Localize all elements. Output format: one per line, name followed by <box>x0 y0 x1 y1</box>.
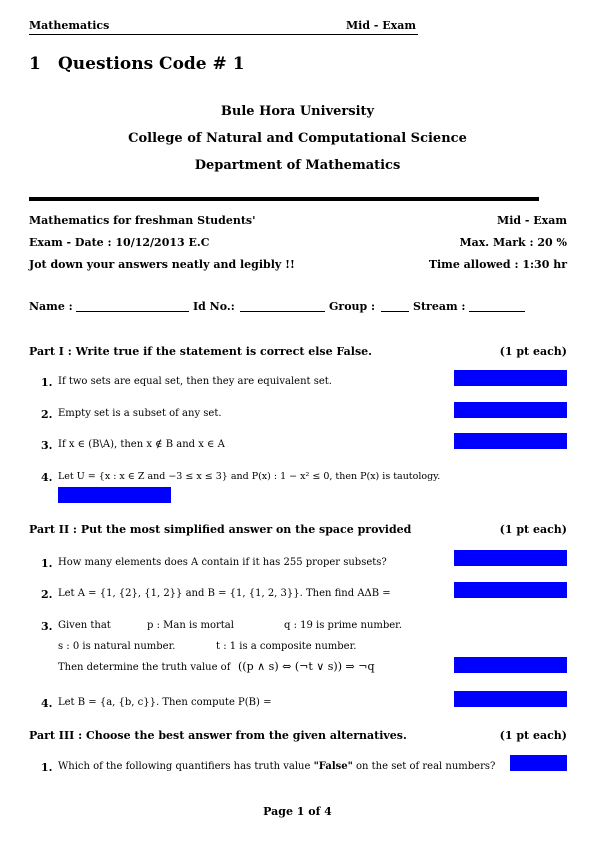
part1-points: (1 pt each) <box>499 345 567 358</box>
answer-box-p1-q3[interactable] <box>454 433 567 449</box>
part2-q3-q: q : 19 is prime number. <box>284 620 403 631</box>
answer-box-p1-q1[interactable] <box>454 370 567 386</box>
part3-q1-bold: "False" <box>313 761 353 772</box>
part3-points: (1 pt each) <box>499 729 567 742</box>
part3-q1-post: on the set of real numbers? <box>352 761 496 772</box>
question-number: 4. <box>41 697 53 710</box>
question-number: 2. <box>41 408 53 421</box>
header-rule <box>29 34 418 35</box>
name-field[interactable] <box>76 311 189 312</box>
part3-title: Part III : Choose the best answer from the given alternatives. <box>29 729 407 742</box>
part3-q1-pre: Which of the following quantifiers has truth value <box>58 761 314 772</box>
part1-q1: If two sets are equal set, then they are equivalent set. <box>58 376 332 387</box>
part2-q3-p: p : Man is mortal <box>147 620 234 631</box>
answer-box-p2-q4[interactable] <box>454 691 567 707</box>
group-field[interactable] <box>381 311 409 312</box>
question-number: 3. <box>41 439 53 452</box>
question-number: 3. <box>41 620 53 633</box>
section-number: 1 <box>29 54 41 74</box>
part2-q2: Let A = {1, {2}, {1, 2}} and B = {1, {1, 2, 3}}. Then find AΔB = <box>58 588 391 599</box>
part2-points: (1 pt each) <box>499 523 567 536</box>
question-number: 4. <box>41 471 53 484</box>
max-mark: Max. Mark : 20 % <box>459 236 567 249</box>
time-allowed: Time allowed : 1:30 hr <box>428 258 567 271</box>
group-label: Group : <box>329 300 376 313</box>
part1-q2: Empty set is a subset of any set. <box>58 408 222 419</box>
part2-title: Part II : Put the most simplified answer on the space provided <box>29 523 412 536</box>
course-name: Mathematics for freshman Students' <box>29 214 256 227</box>
part2-q3-then: Then determine the truth value of <box>58 662 231 673</box>
part1-q4: Let U = {x : x ∈ Z and −3 ≤ x ≤ 3} and P(x) : 1 − x² ≤ 0, then P(x) is tautology. <box>58 471 441 482</box>
exam-date: Exam - Date : 10/12/2013 E.C <box>29 236 210 249</box>
exam-type: Mid - Exam <box>497 214 567 227</box>
question-number: 1. <box>41 557 53 570</box>
thick-rule <box>29 197 539 201</box>
university-name: Bule Hora University <box>220 104 375 119</box>
college-name: College of Natural and Computational Science <box>128 131 467 146</box>
answer-box-p2-q2[interactable] <box>454 582 567 598</box>
header-right: Mid - Exam <box>346 19 416 32</box>
part2-q3-given: Given that <box>58 620 111 631</box>
part2-q4: Let B = {a, {b, c}}. Then compute P(B) = <box>58 697 272 708</box>
part2-q1: How many elements does A contain if it has 255 proper subsets? <box>58 557 387 568</box>
answer-box-p2-q3[interactable] <box>454 657 567 673</box>
instruction: Jot down your answers neatly and legibly !! <box>29 258 295 271</box>
id-field[interactable] <box>240 311 325 312</box>
stream-field[interactable] <box>469 311 525 312</box>
department-name: Department of Mathematics <box>194 158 401 173</box>
section-title: Questions Code # 1 <box>58 54 245 74</box>
answer-box-p1-q2[interactable] <box>454 402 567 418</box>
id-label: Id No.: <box>193 300 235 313</box>
name-label: Name : <box>29 300 73 313</box>
part1-q3: If x ∈ (B\A), then x ∉ B and x ∈ A <box>58 439 225 450</box>
answer-box-p2-q1[interactable] <box>454 550 567 566</box>
part2-q3-s: s : 0 is natural number. <box>58 641 176 652</box>
part1-title: Part I : Write true if the statement is correct else False. <box>29 345 372 358</box>
answer-box-p3-q1[interactable] <box>510 755 567 771</box>
question-number: 1. <box>41 761 53 774</box>
part2-q3-expression: ((p ∧ s) ⇔ (¬t ∨ s)) ⇒ ¬q <box>238 660 375 673</box>
part2-q3-t: t : 1 is a composite number. <box>216 641 357 652</box>
header-left: Mathematics <box>29 19 110 32</box>
question-number: 2. <box>41 588 53 601</box>
question-number: 1. <box>41 376 53 389</box>
answer-box-p1-q4[interactable] <box>58 487 171 503</box>
page-number: Page 1 of 4 <box>263 805 332 818</box>
stream-label: Stream : <box>413 300 466 313</box>
part3-q1 <box>58 761 495 772</box>
